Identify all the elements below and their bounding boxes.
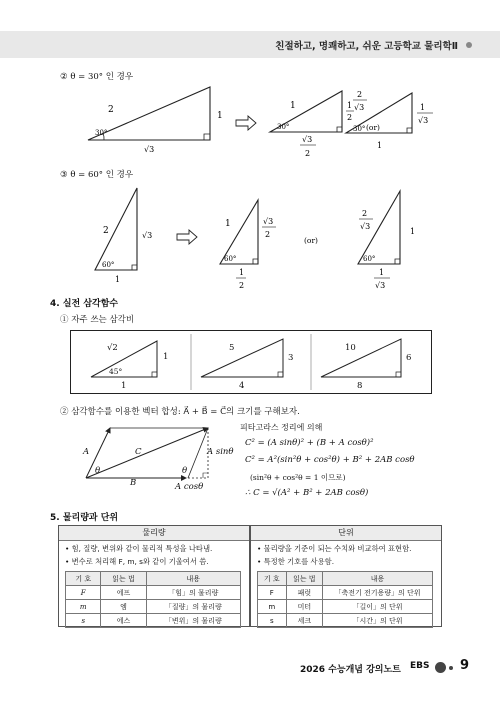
svg-text:2: 2 xyxy=(108,105,114,115)
vec-label-c: C xyxy=(135,447,142,457)
table-row: s 에스 「변위」의 물리량 xyxy=(66,614,241,628)
svg-text:2: 2 xyxy=(265,230,271,239)
table-row: m 미터 「길이」의 단위 xyxy=(258,600,433,614)
vec-label-theta2: θ xyxy=(182,466,188,476)
table-row: F 에프 「힘」의 물리량 xyxy=(66,586,241,600)
col-symbol: 기 호 xyxy=(66,572,101,586)
svg-text:√3: √3 xyxy=(144,145,155,154)
equation-4: ∴ C = √(A² + B² + 2AB cosθ) xyxy=(245,488,369,498)
svg-text:√3: √3 xyxy=(354,103,365,112)
col-reading: 읽는 법 xyxy=(286,572,322,586)
quantity-bullet-1: • 힘, 질량, 변위와 같이 물리적 특성을 나타냄. xyxy=(65,544,213,553)
svg-text:60°: 60° xyxy=(224,255,237,263)
svg-text:2: 2 xyxy=(347,113,353,122)
vector-parallelogram xyxy=(80,420,230,500)
svg-text:1: 1 xyxy=(217,111,223,121)
unit-bullet-1: • 물리량을 기준이 되는 수치와 비교하여 표현함. xyxy=(257,544,412,553)
table-row: s 세크 「시간」의 단위 xyxy=(258,614,433,628)
vec-label-acos: A cosθ xyxy=(175,482,204,492)
unit-table xyxy=(257,571,433,628)
svg-text:1: 1 xyxy=(420,103,426,112)
section4-sub2: ② 삼각함수를 이용한 벡터 합성: A⃗ + B⃗ = C⃗의 크기를 구해보자. xyxy=(60,407,300,417)
footer-brand: EBS xyxy=(410,661,430,671)
col-content: 내용 xyxy=(146,572,240,586)
svg-text:2: 2 xyxy=(239,281,245,290)
case60-heading: ③ θ = 60° 인 경우 xyxy=(60,170,134,180)
svg-text:60°: 60° xyxy=(102,261,115,269)
svg-text:2: 2 xyxy=(362,209,368,218)
footer-text: 2026 수능개념 강의노트 xyxy=(300,665,401,675)
svg-text:1: 1 xyxy=(290,101,296,111)
tri45-adj: 1 xyxy=(121,381,127,391)
triangles-60 xyxy=(60,178,450,293)
section4-title: 4. 실전 삼각함수 xyxy=(50,299,119,309)
section5-title: 5. 물리량과 단위 xyxy=(50,513,119,523)
svg-text:√3: √3 xyxy=(263,217,274,226)
table-row: F 패럿 「축전기 전기용량」의 단위 xyxy=(258,586,433,600)
svg-text:2: 2 xyxy=(103,226,109,236)
svg-text:√3: √3 xyxy=(375,281,386,290)
equation-2: C² = A²(sin²θ + cos²θ) + B² + 2AB cosθ xyxy=(245,455,415,465)
equation-3: (sin²θ + cos²θ = 1 이므로) xyxy=(250,473,346,482)
col-symbol: 기 호 xyxy=(258,572,287,586)
svg-text:2: 2 xyxy=(305,149,311,158)
tri345-opp: 3 xyxy=(288,353,294,363)
svg-text:1: 1 xyxy=(115,275,121,284)
unit-bullet-2: • 특정한 기호를 사용함. xyxy=(257,557,335,566)
case30-heading: ② θ = 30° 인 경우 xyxy=(60,72,134,82)
svg-text:(or): (or) xyxy=(304,236,318,245)
svg-text:√3: √3 xyxy=(418,116,429,125)
table-row: m 엠 「질량」의 물리량 xyxy=(66,600,241,614)
ebs-logo-icon xyxy=(435,662,446,673)
tri6810-opp: 6 xyxy=(406,353,412,363)
triangle-30-normalized xyxy=(340,85,450,155)
ratio-box xyxy=(70,330,432,394)
vec-label-theta: θ xyxy=(95,466,101,476)
header-title: 친절하고, 명쾌하고, 쉬운 고등학교 물리학Ⅱ xyxy=(275,41,458,52)
svg-text:√3: √3 xyxy=(360,222,371,231)
tri6810-hyp: 10 xyxy=(345,343,356,353)
tri45-angle: 45° xyxy=(109,367,123,376)
svg-text:30°: 30° xyxy=(353,125,366,133)
bullet-dot-icon xyxy=(466,42,472,48)
svg-text:√3: √3 xyxy=(142,231,153,240)
equation-1: C² = (A sinθ)² + (B + A cosθ)² xyxy=(245,438,374,448)
vec-label-b: B xyxy=(130,478,137,488)
svg-text:30°: 30° xyxy=(95,129,108,137)
tri45-hyp: √2 xyxy=(107,343,118,353)
svg-text:30°: 30° xyxy=(277,123,290,131)
svg-text:2: 2 xyxy=(357,90,363,99)
pythagoras-intro: 피타고라스 정리에 의해 xyxy=(240,423,323,432)
svg-text:1: 1 xyxy=(379,268,385,277)
unit-panel xyxy=(250,525,442,627)
svg-text:1: 1 xyxy=(239,268,245,277)
svg-text:60°: 60° xyxy=(363,255,376,263)
quantity-panel xyxy=(58,525,250,627)
col-content: 내용 xyxy=(323,572,433,586)
unit-panel-head: 단위 xyxy=(251,526,441,541)
quantity-table xyxy=(65,571,241,628)
svg-text:1: 1 xyxy=(377,141,383,150)
svg-text:1: 1 xyxy=(347,101,353,110)
svg-text:√3: √3 xyxy=(302,135,313,144)
col-reading: 읽는 법 xyxy=(101,572,146,586)
svg-text:1: 1 xyxy=(225,219,231,229)
vec-label-asin: A sinθ xyxy=(207,447,234,457)
tri345-adj: 4 xyxy=(239,381,245,391)
page-number: 9 xyxy=(460,658,470,673)
or-label: (or) xyxy=(366,123,380,132)
svg-text:1: 1 xyxy=(410,227,416,236)
section4-sub1: ① 자주 쓰는 삼각비 xyxy=(60,315,135,325)
dot-icon xyxy=(449,666,453,670)
vec-label-a: A xyxy=(83,447,90,457)
tri45-opp: 1 xyxy=(163,352,169,362)
tri6810-adj: 8 xyxy=(357,381,363,391)
quantity-bullet-2: • 변수로 처리해 F, m, s와 같이 기울여서 씀. xyxy=(65,557,209,566)
running-header xyxy=(0,31,500,58)
tri345-hyp: 5 xyxy=(229,343,235,353)
quantity-panel-head: 물리량 xyxy=(59,526,249,541)
